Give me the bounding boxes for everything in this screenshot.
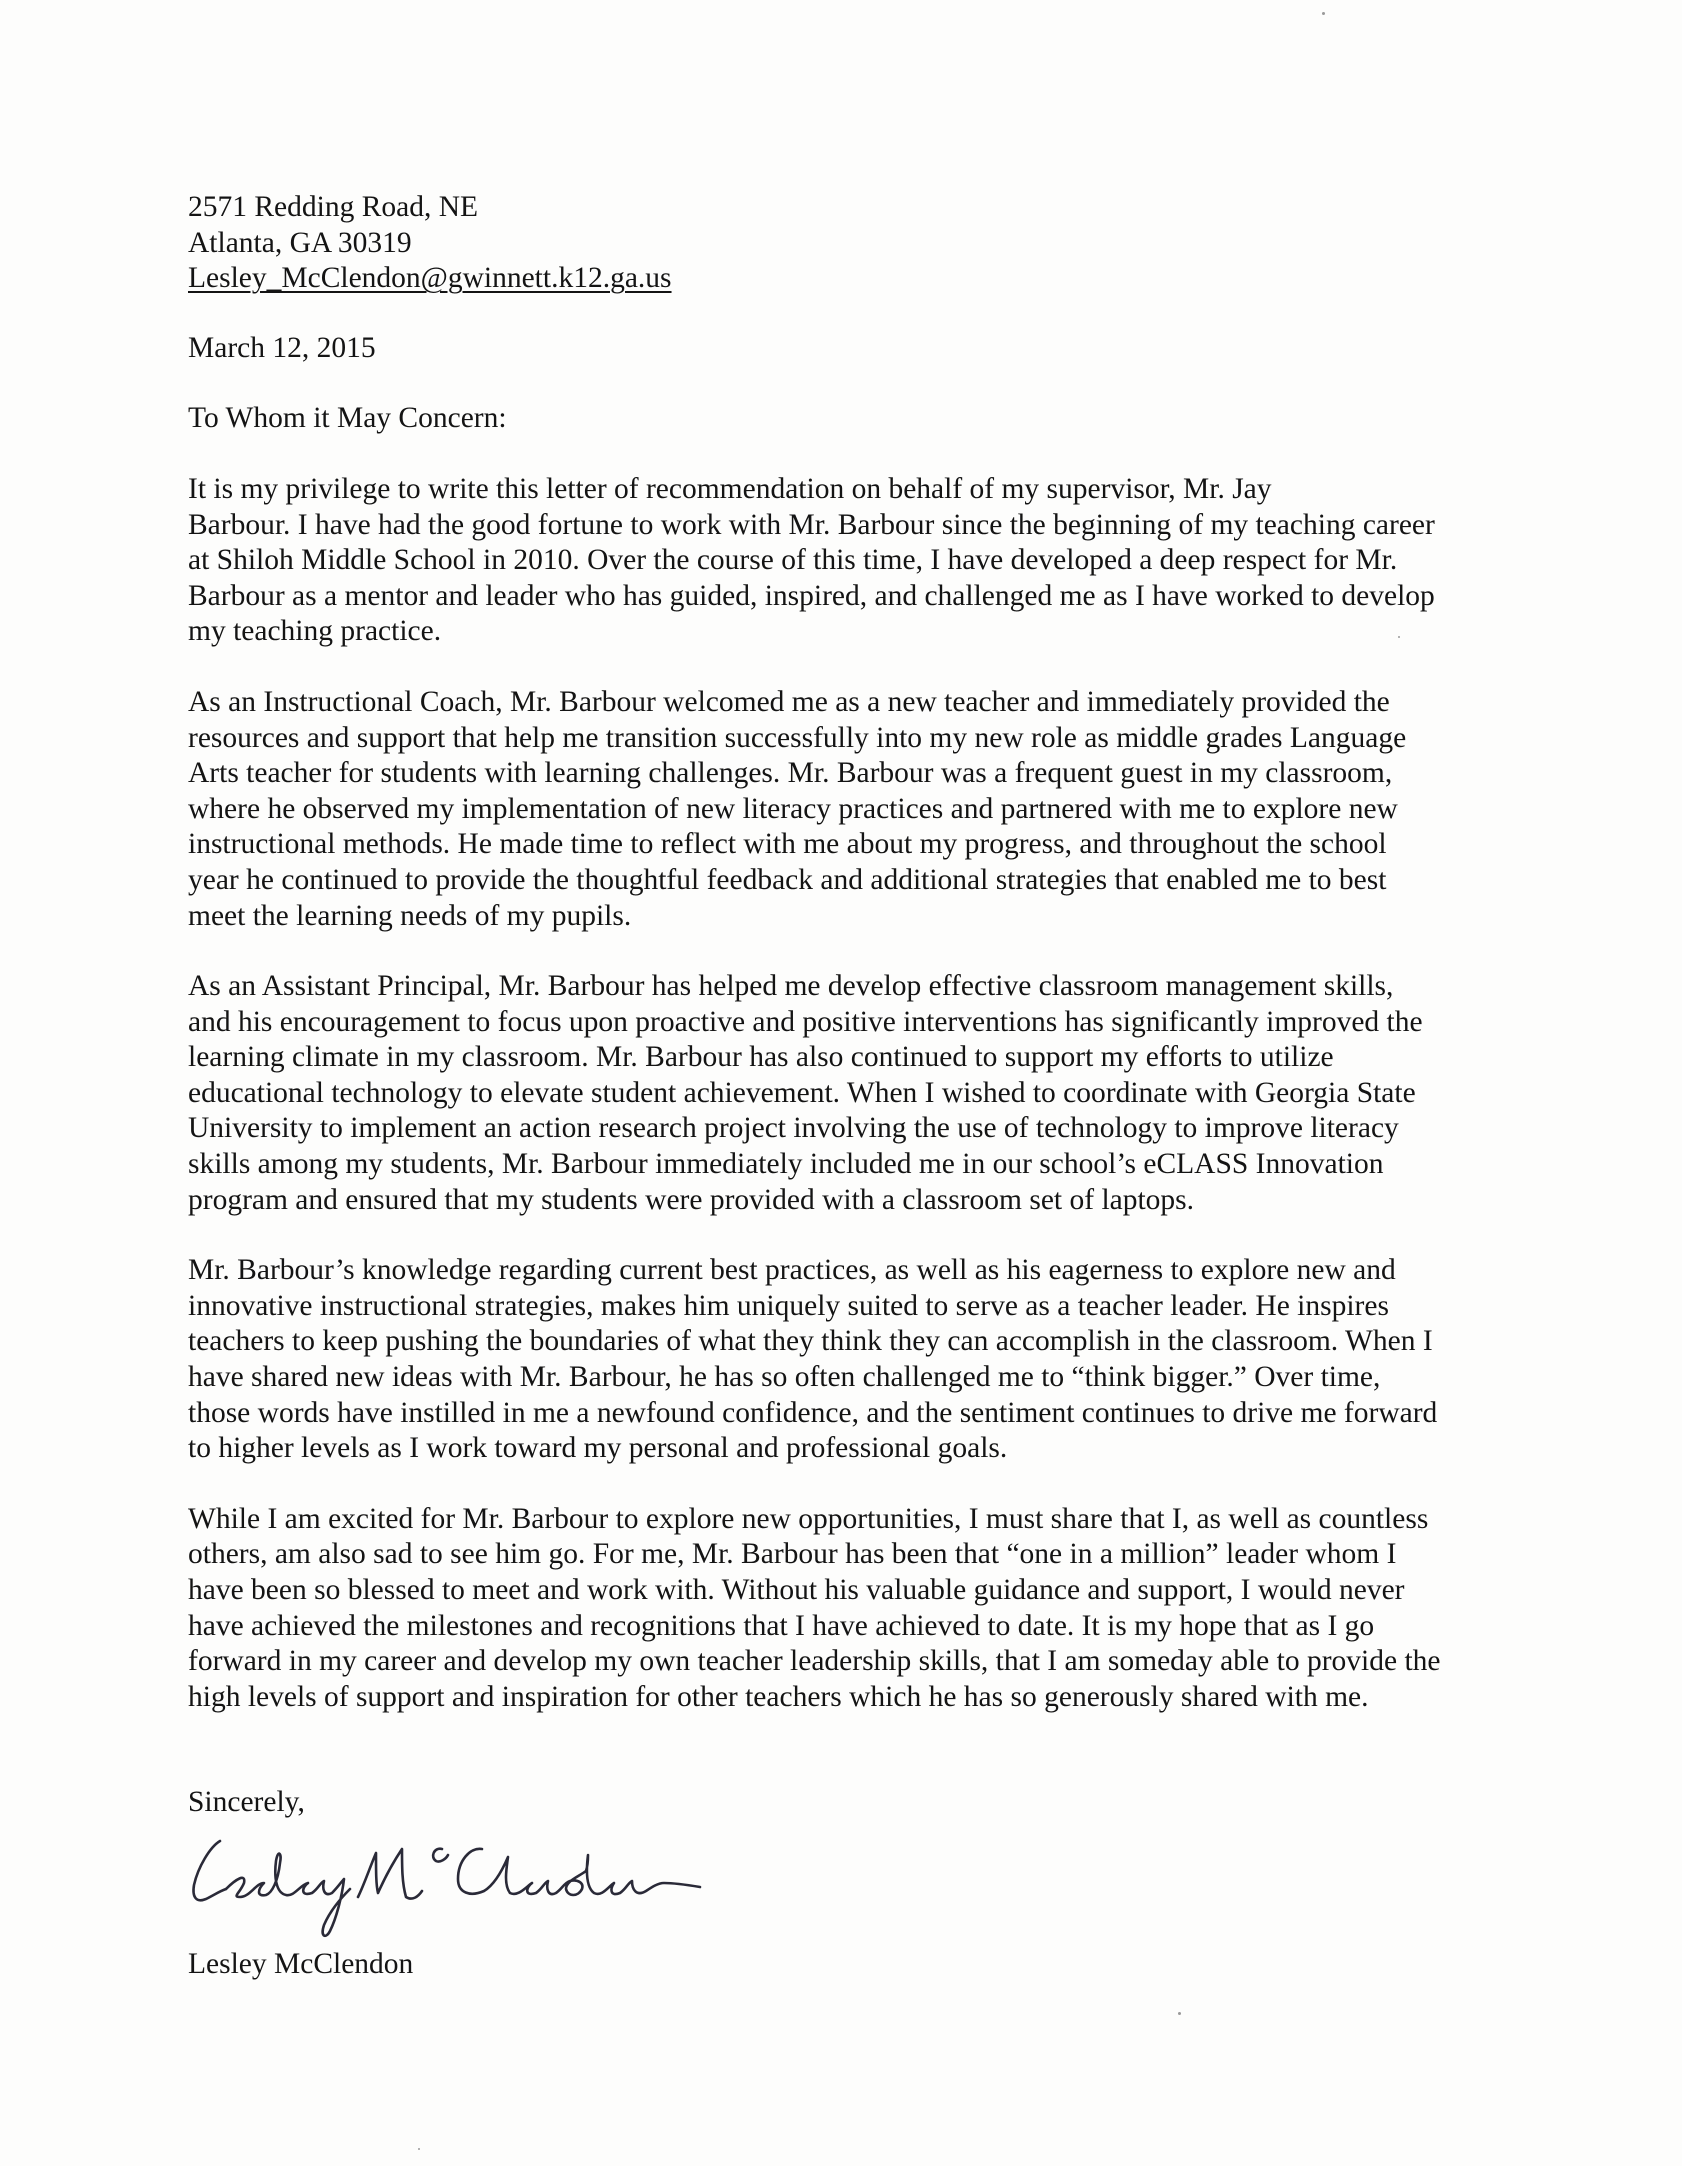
salutation xyxy=(188,401,1508,437)
letter-date xyxy=(188,331,1508,367)
signer-name-text: Lesley McClendon xyxy=(188,1947,414,1980)
paragraph-line: skills among my students, Mr. Barbour immediately included me in our school’s eCLASS Innovation xyxy=(188,1148,1384,1181)
paragraph-line: my teaching practice. xyxy=(188,615,442,648)
handwritten-signature xyxy=(180,1827,740,1945)
paragraph-line: Arts teacher for students with learning challenges. Mr. Barbour was a frequent guest in my classroom, xyxy=(188,757,1393,790)
paragraph-line: It is my privilege to write this letter of recommendation on behalf of my supervisor, Mr. Jay xyxy=(188,472,1272,505)
paragraph-line: teachers to keep pushing the boundaries of what they think they can accomplish in the classroom. When I xyxy=(188,1325,1433,1358)
paragraph-line: program and ensured that my students were provided with a classroom set of laptops. xyxy=(188,1183,1195,1216)
paragraph-line: Mr. Barbour’s knowledge regarding current best practices, as well as his eagerness to explore new and xyxy=(188,1254,1396,1287)
paragraph-line: have shared new ideas with Mr. Barbour, he has so often challenged me to “think bigger.” Over time, xyxy=(188,1361,1381,1394)
paragraph-4 xyxy=(188,1253,1508,1467)
scan-speck xyxy=(1322,12,1325,15)
paragraph-line: those words have instilled in me a newfound confidence, and the sentiment continues to drive me forward xyxy=(188,1396,1438,1429)
paragraph-line: While I am excited for Mr. Barbour to explore new opportunities, I must share that I, as well as countless xyxy=(188,1502,1429,1535)
paragraph-line: year he continued to provide the thoughtful feedback and additional strategies that enabled me to best xyxy=(188,863,1387,896)
sender-address-block xyxy=(188,190,1508,297)
paragraph-line: meet the learning needs of my pupils. xyxy=(188,899,632,932)
scan-speck xyxy=(418,2148,420,2150)
paragraph-line: have been so blessed to meet and work with. Without his valuable guidance and support, I would never xyxy=(188,1574,1405,1606)
paragraph-line: high levels of support and inspiration for other teachers which he has so generously shared with me. xyxy=(188,1680,1369,1713)
closing xyxy=(188,1785,1508,1821)
scan-speck xyxy=(1178,2012,1181,2015)
paragraph-line: where he observed my implementation of new literacy practices and partnered with me to explore new xyxy=(188,792,1398,825)
signer-name xyxy=(188,1947,1508,1983)
paragraph-line: learning climate in my classroom. Mr. Barbour has also continued to support my efforts to utilize xyxy=(188,1041,1334,1074)
paragraph-line: at Shiloh Middle School in 2010. Over the course of this time, I have developed a deep respect for Mr. xyxy=(188,544,1398,577)
date-text: March 12, 2015 xyxy=(188,331,376,364)
paragraph-line: As an Assistant Principal, Mr. Barbour has helped me develop effective classroom management skills, xyxy=(188,970,1394,1003)
paragraph-line: As an Instructional Coach, Mr. Barbour welcomed me as a new teacher and immediately provided the xyxy=(188,685,1390,718)
paragraph-2 xyxy=(188,685,1508,934)
address-line-1: 2571 Redding Road, NE xyxy=(188,191,479,223)
paragraph-line: others, am also sad to see him go. For me, Mr. Barbour has been that “one in a million” leader whom I xyxy=(188,1538,1397,1571)
paragraph-line: University to implement an action research project involving the use of technology to improve literacy xyxy=(188,1112,1399,1145)
letter-body xyxy=(188,190,1508,1983)
paragraph-line: to higher levels as I work toward my personal and professional goals. xyxy=(188,1432,1008,1465)
salutation-text: To Whom it May Concern: xyxy=(188,402,507,435)
address-line-2: Atlanta, GA 30319 xyxy=(188,226,412,259)
paragraph-line: resources and support that help me transition successfully into my new role as middle grades Language xyxy=(188,721,1407,754)
paragraph-line: innovative instructional strategies, makes him uniquely suited to serve as a teacher leader. He inspires xyxy=(188,1289,1389,1322)
paragraph-line: forward in my career and develop my own teacher leadership skills, that I am someday able to provide the xyxy=(188,1645,1441,1678)
paragraph-line: Barbour. I have had the good fortune to work with Mr. Barbour since the beginning of my teaching career xyxy=(188,508,1435,541)
paragraph-line: Barbour as a mentor and leader who has guided, inspired, and challenged me as I have worked to develop xyxy=(188,579,1435,612)
paragraph-line: have achieved the milestones and recognitions that I have achieved to date. It is my hope that as I go xyxy=(188,1609,1375,1642)
closing-text: Sincerely, xyxy=(188,1786,305,1819)
paragraph-line: and his encouragement to focus upon proactive and positive interventions has significantly improved the xyxy=(188,1005,1423,1038)
paragraph-3 xyxy=(188,969,1508,1218)
paragraph-line: educational technology to elevate student achievement. When I wished to coordinate with Georgia State xyxy=(188,1076,1416,1109)
sender-email-link[interactable]: Lesley_McClendon@gwinnett.k12.ga.us xyxy=(188,262,672,295)
scan-speck xyxy=(1398,636,1400,638)
paragraph-line: instructional methods. He made time to reflect with me about my progress, and throughout the school xyxy=(188,828,1387,861)
paragraph-1 xyxy=(188,472,1508,650)
paragraph-5 xyxy=(188,1502,1508,1716)
